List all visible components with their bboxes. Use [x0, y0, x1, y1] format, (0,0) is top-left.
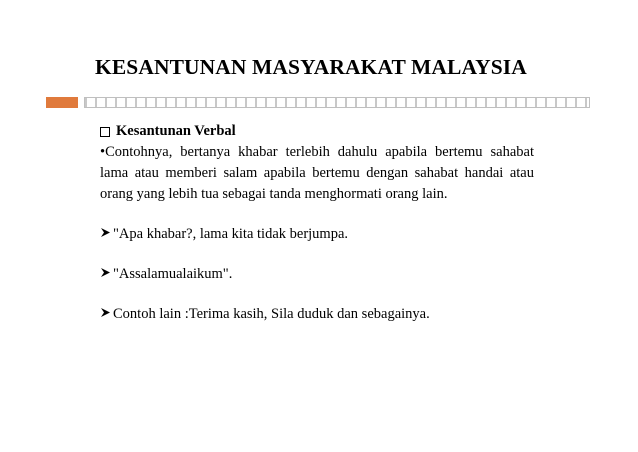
subheading — [100, 121, 534, 142]
slide-content — [100, 121, 534, 325]
example-text: "Assalamualaikum". — [113, 266, 233, 282]
slide-title: KESANTUNAN MASYARAKAT MALAYSIA — [95, 55, 527, 79]
arrow-bullet-icon — [100, 304, 112, 325]
example-item — [100, 304, 534, 325]
subheading-text: Kesantunan Verbal — [116, 123, 236, 139]
body-paragraph: •Contohnya, bertanya khabar terlebih dahulu apabila bertemu sahabat lama atau memberi salam apabila bertemu dengan sahabat handai atau orang yang lebih tua sebagai tanda menghormati orang lain. — [100, 144, 534, 202]
example-text: "Apa khabar?, lama kita tidak berjumpa. — [113, 226, 349, 242]
accent-divider-line — [84, 97, 590, 108]
checkbox-icon — [100, 127, 110, 137]
example-text: Contoh lain :Terima kasih, Sila duduk dan sebagainya. — [113, 306, 430, 322]
accent-square — [46, 97, 78, 108]
accent-bar — [46, 97, 590, 108]
arrow-bullet-icon — [100, 224, 112, 245]
example-item — [100, 264, 534, 285]
arrow-bullet-icon — [100, 264, 112, 285]
example-item — [100, 224, 534, 245]
